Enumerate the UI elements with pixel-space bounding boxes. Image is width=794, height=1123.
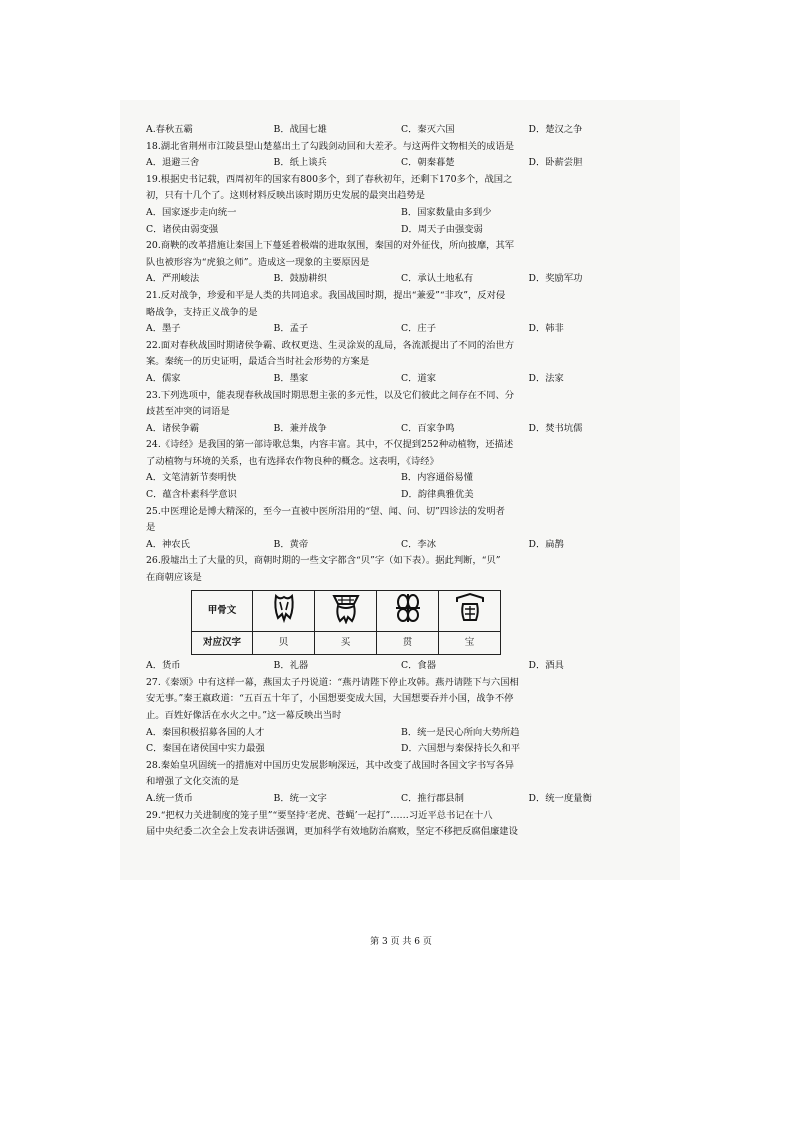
- q28-option-d: D．统一度量衡: [528, 792, 592, 804]
- oracle-glyph-guan: [377, 590, 439, 632]
- q21-stem-line2: 略战争，支持正义战争的是: [146, 306, 258, 318]
- q19-stem-line1: 19.根据史书记载，西周初年的国家有800多个，到了春秋初年，还剩下170多个，战国之: [146, 173, 513, 185]
- q24-option-c: C．蕴含朴素科学意识: [146, 489, 237, 501]
- page-number-footer: 第 3 页 共 6 页: [370, 937, 432, 947]
- q17-options: [146, 122, 656, 139]
- q28-option-b: B．统一文字: [273, 792, 327, 804]
- q20-option-d: D．奖励军功: [528, 273, 583, 285]
- q25-stem-line2: 是: [146, 522, 156, 534]
- q19-option-d: D．周天子由强变弱: [401, 223, 483, 235]
- q22-option-a: A．儒家: [146, 372, 181, 384]
- hanzi-guan: 贯: [377, 632, 439, 655]
- q17-option-a: A.春秋五霸: [146, 124, 193, 135]
- q17-option-b: B．战国七雄: [273, 124, 327, 135]
- q24-option-b: B．内容通俗易懂: [401, 472, 473, 484]
- oracle-bao-glyph-image: [450, 592, 490, 624]
- q27-option-a: A．秦国积极招募各国的人才: [146, 726, 265, 738]
- q22-option-c: C．道家: [401, 372, 437, 384]
- q23-option-d: D．焚书坑儒: [528, 422, 583, 434]
- q28-stem-line1: 28.秦始皇巩固统一的措施对中国历史发展影响深远，其中改变了战国时各国文字书写各异: [146, 759, 515, 771]
- q27-option-d: D．六国想与秦保持长久和平: [401, 743, 521, 755]
- q19-option-c: C．诸侯由弱变强: [146, 223, 219, 235]
- q27-options-cd: [146, 741, 656, 758]
- q22-stem-line2: 案。秦统一的历史证明，最适合当时社会形势的方案是: [146, 356, 370, 368]
- q18-stem: 18.湖北省荆州市江陵县望山楚墓出土了勾践剑动回和大差矛。与这两件文物相关的成语是: [146, 140, 515, 152]
- q25-options: [146, 537, 656, 554]
- q18-option-d: D．卧薪尝胆: [528, 157, 583, 169]
- q25-option-d: D．扁鹊: [528, 538, 564, 550]
- q22-stem-line1: 22.面对春秋战国时期诸侯争霸、政权更迭、生灵涂炭的乱局，各流派提出了不同的治世方: [146, 339, 515, 351]
- q20-option-c: C．承认土地私有: [401, 273, 474, 285]
- oracle-glyph-bei: [253, 590, 315, 632]
- q23-option-c: C．百家争鸣: [401, 422, 455, 434]
- q17-option-c: C．秦灭六国: [401, 124, 455, 135]
- q23-option-b: B．兼并战争: [273, 422, 327, 434]
- q24-options-cd: [146, 487, 656, 504]
- q27-options-ab: [146, 725, 656, 742]
- q21-option-c: C．庄子: [401, 323, 437, 335]
- q23-stem-line2: 歧甚至冲突的词语是: [146, 406, 230, 418]
- q27-option-c: C．秦国在诸侯国中实力最强: [146, 743, 265, 755]
- oracle-guan-glyph-image: [388, 592, 428, 624]
- q18-option-b: B．纸上谈兵: [273, 157, 327, 169]
- q27-stem-line3: 止。百姓好像活在水火之中。”这一幕反映出当时: [146, 710, 342, 721]
- q29-stem-line2: 届中央纪委二次全会上发表讲话强调，更加科学有效地防治腐败，坚定不移把反腐倡廉建设: [146, 826, 518, 838]
- q26-option-a: A．货币: [146, 660, 181, 672]
- q26-option-c: C．食器: [401, 660, 437, 672]
- q19-options-cd: [146, 222, 656, 239]
- q21-options: [146, 321, 656, 338]
- q25-option-b: B．黄帝: [273, 538, 309, 550]
- q26-stem-line1: 26.殷墟出土了大量的贝，商朝时期的一些文字都含“贝”字（如下表）。据此判断，“贝”: [146, 555, 501, 567]
- q29-stem-line1: 29.“把权力关进制度的笼子里”“要坚持‘老虎、苍蝇’一起打”……习近平总书记在十八: [146, 809, 493, 821]
- q21-option-a: A．墨子: [146, 323, 181, 335]
- q20-option-b: B．鼓励耕织: [273, 273, 327, 285]
- q23-option-a: A．诸侯争霸: [146, 422, 200, 434]
- q27-stem-line2: 安无事。”秦王嬴政道：“五百五十年了，小国想要变成大国，大国想要吞并小国，战争不停: [146, 693, 514, 705]
- q22-option-b: B．墨家: [273, 372, 309, 384]
- oracle-bone-table: [191, 590, 501, 656]
- q27-option-b: B．统一是民心所向大势所趋: [401, 726, 520, 738]
- q25-stem-line1: 25.中医理论是博大精深的，至今一直被中医所沿用的“望、闻、问、切”四诊法的发明者: [146, 505, 505, 517]
- oracle-mai-glyph-image: [326, 592, 366, 624]
- q18-option-c: C．朝秦暮楚: [401, 157, 455, 169]
- q22-options: [146, 371, 656, 388]
- q26-option-b: B．礼器: [273, 660, 309, 672]
- q28-stem-line2: 和增强了文化交流的是: [146, 776, 239, 788]
- q20-stem-line1: 20.商鞅的改革措施让秦国上下蔓延着极端的进取氛围，秦国的对外征伐，所向披靡，其军: [146, 240, 515, 252]
- q20-stem-line2: 队也被形容为“虎狼之师”。造成这一现象的主要原因是: [146, 256, 370, 268]
- exam-page: [146, 122, 656, 947]
- q27-stem-line1: 27.《秦颂》中有这样一幕，燕国太子丹说道：“燕丹请陛下停止攻韩。燕丹请陛下与六国相: [146, 676, 519, 688]
- oracle-bei-glyph-image: [264, 592, 304, 624]
- q25-option-c: C．李冰: [401, 538, 437, 550]
- oracle-glyph-bao: [439, 590, 501, 632]
- q17-option-d: D．楚汉之争: [528, 124, 583, 135]
- hanzi-bei: 贝: [253, 632, 315, 655]
- q21-stem-line1: 21.反对战争，珍爱和平是人类的共同追求。我国战国时期，提出“兼爱”“非攻”，反对侵: [146, 289, 506, 301]
- q24-options-ab: [146, 470, 656, 487]
- hanzi-bao: 宝: [439, 632, 501, 655]
- q26-options: [146, 658, 656, 675]
- table-row-label-hanzi: 对应汉字: [192, 632, 253, 655]
- q19-stem-line2: 初，只有十几个了。这则材料反映出该时期历史发展的最突出趋势是: [146, 190, 425, 202]
- q24-stem-line2: 了动植物与环境的关系，也有选择农作物良种的概念。这表明，《诗经》: [146, 455, 439, 467]
- q24-option-a: A．文笔清新节奏明快: [146, 472, 237, 484]
- q20-options: [146, 271, 656, 288]
- q19-options-ab: [146, 205, 656, 222]
- table-row-label-oracle: 甲骨文: [192, 590, 253, 632]
- q26-option-d: D．酒具: [528, 660, 564, 672]
- q24-option-d: D．韵律典雅优美: [401, 489, 474, 501]
- q24-stem-line1: 24.《诗经》是我国的第一部诗歌总集，内容丰富。其中，不仅提到252种动植物，还描述: [146, 439, 514, 451]
- q19-option-a: A．国家逐步走向统一: [146, 206, 237, 218]
- q21-option-d: D．韩非: [528, 323, 564, 335]
- oracle-glyph-mai: [315, 590, 377, 632]
- q21-option-b: B．孟子: [273, 323, 309, 335]
- q18-options: [146, 155, 656, 172]
- q26-stem-line2: 在商朝应该是: [146, 572, 202, 584]
- q28-option-c: C．推行郡县制: [401, 792, 464, 804]
- q22-option-d: D．法家: [528, 372, 564, 384]
- q25-option-a: A．神农氏: [146, 538, 190, 550]
- q28-options: [146, 791, 656, 808]
- hanzi-mai: 买: [315, 632, 377, 655]
- q20-option-a: A．严刑峻法: [146, 273, 200, 285]
- q23-options: [146, 421, 656, 438]
- q18-option-a: A．退避三舍: [146, 157, 200, 169]
- q26-table-wrapper: [146, 590, 656, 656]
- q23-stem-line1: 23.下列选项中，能表现春秋战国时期思想主张的多元性，以及它们彼此之间存在不同、分: [146, 389, 515, 401]
- q19-option-b: B．国家数量由多到少: [401, 206, 492, 218]
- q28-option-a: A.统一货币: [146, 792, 193, 804]
